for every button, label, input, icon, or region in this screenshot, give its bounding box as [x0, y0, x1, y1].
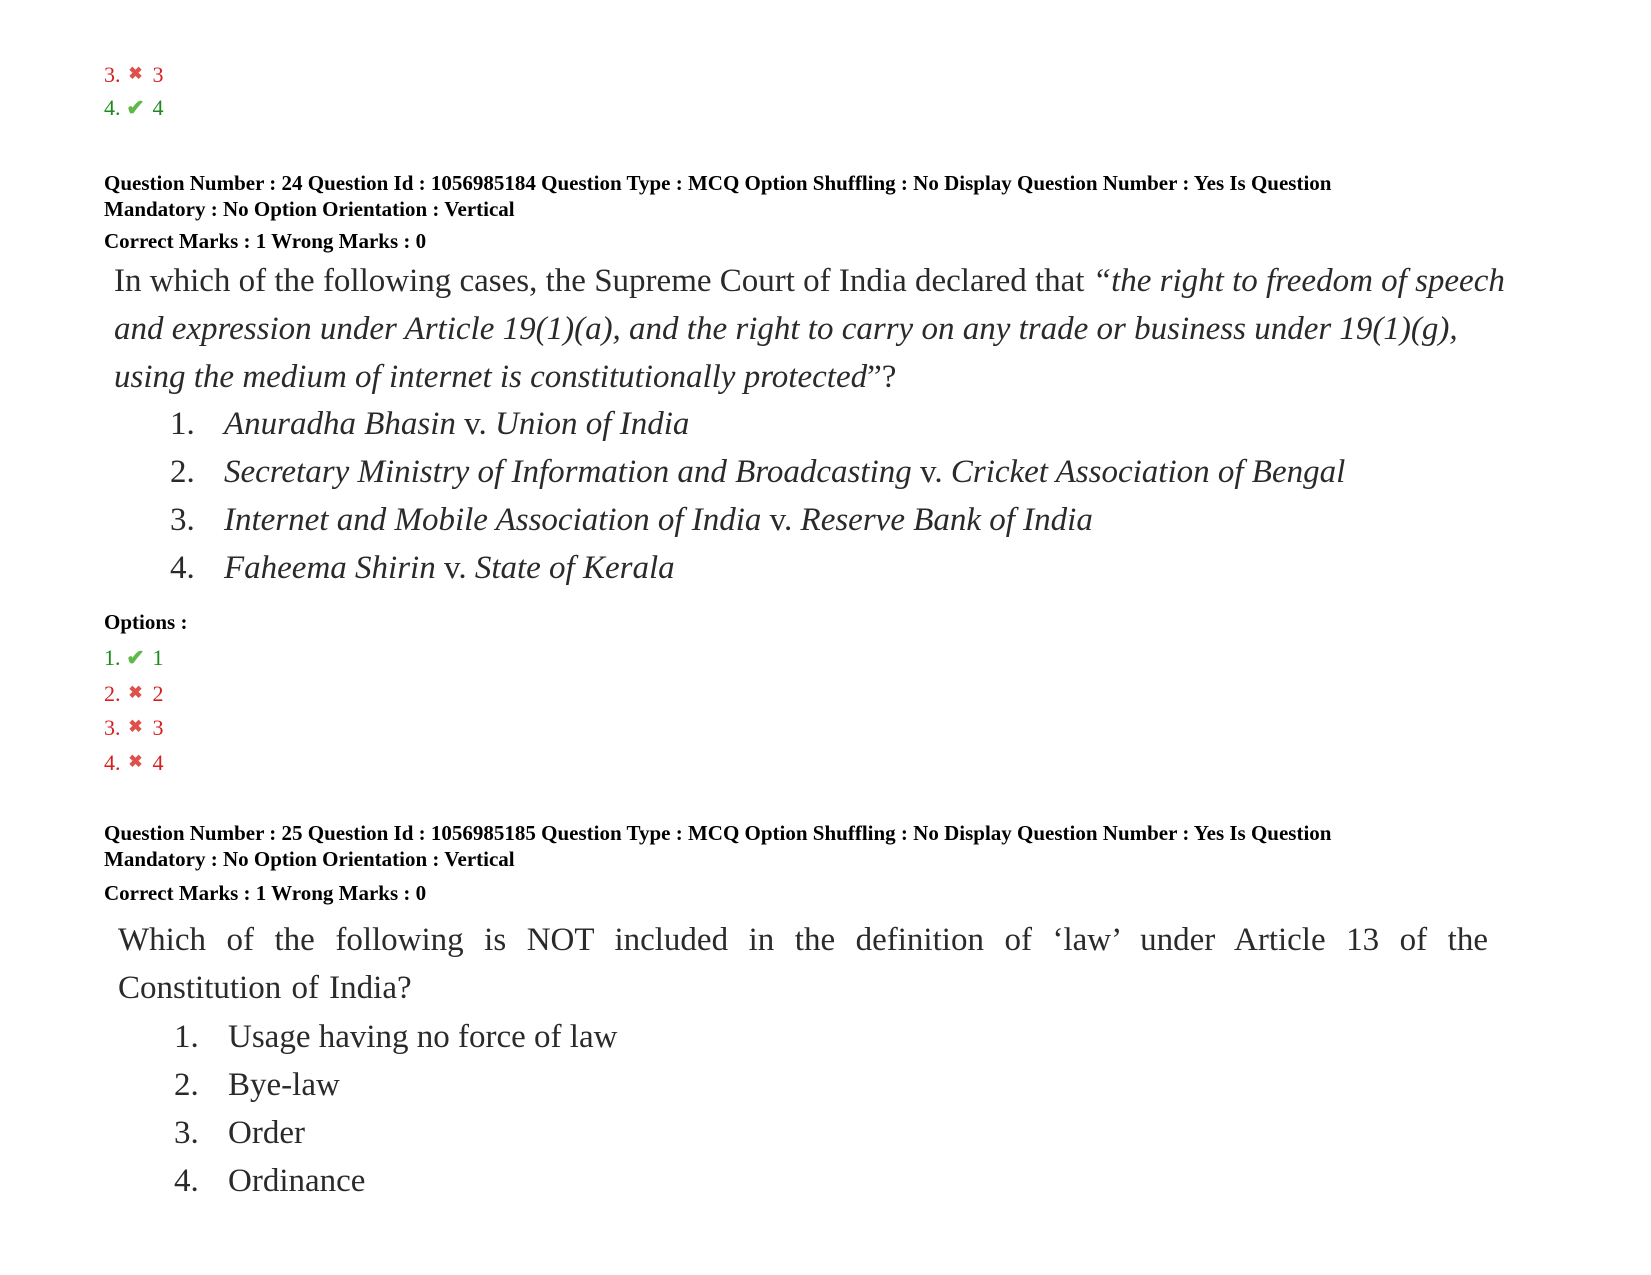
option-number: 1.	[104, 645, 121, 670]
option-value: 3	[152, 62, 164, 87]
cross-icon: ✖	[128, 64, 143, 83]
option-number: 3.	[104, 715, 121, 740]
question-meta-line: Question Number : 25 Question Id : 1056985185 Question Type : MCQ Option Shuffling : No Display Question Number : Yes Is Question	[104, 821, 1332, 845]
question-text-end: ”?	[867, 359, 897, 395]
question-meta	[104, 820, 1524, 872]
choice-versus: v.	[911, 454, 951, 490]
option-row	[104, 680, 164, 707]
choice-row	[174, 1061, 617, 1109]
choice-number: 2.	[174, 1067, 199, 1103]
choice-versus: v.	[761, 502, 801, 538]
choice-number: 3.	[170, 502, 195, 538]
question-text-plain: In which of the following cases, the Supreme Court of India declared that	[114, 263, 1093, 299]
question-meta-line: Mandatory : No Option Orientation : Vertical	[104, 847, 515, 871]
choice-row	[170, 496, 1345, 544]
question-marks: Correct Marks : 1 Wrong Marks : 0	[104, 229, 427, 253]
choice-row	[170, 544, 1345, 592]
choice-party-b: Cricket Association of Bengal	[950, 454, 1346, 490]
choice-row	[170, 400, 1345, 448]
choice-party-b: State of Kerala	[474, 550, 675, 586]
option-value: 1	[152, 645, 164, 670]
option-row	[104, 749, 164, 776]
cross-icon: ✖	[128, 683, 143, 702]
choice-party-a: Anuradha Bhasin	[224, 406, 456, 442]
choice-text: Bye-law	[228, 1067, 340, 1103]
option-number: 4.	[104, 95, 121, 120]
choice-number: 1.	[174, 1019, 199, 1055]
option-value: 4	[152, 750, 164, 775]
option-value: 2	[152, 681, 164, 706]
question-text: Which of the following is NOT included in the definition of ‘law’ under Article 13 of the Constitution of India?	[118, 922, 1488, 1006]
option-number: 4.	[104, 750, 121, 775]
option-row	[104, 714, 164, 741]
cross-icon: ✖	[128, 752, 143, 771]
choice-text: Order	[228, 1115, 305, 1151]
check-icon: ✔	[126, 95, 145, 120]
choice-row	[174, 1109, 617, 1157]
question-choices	[174, 1013, 617, 1205]
question-choices	[170, 400, 1345, 592]
question-meta	[104, 170, 1524, 222]
cross-icon: ✖	[128, 717, 143, 736]
option-number: 3.	[104, 62, 121, 87]
choice-text: Ordinance	[228, 1163, 366, 1199]
question-text-quote: “the right to freedom of speech and expression under Article 19(1)(a), and the right to carry on any trade or business under 19(1)(g), using the medium of internet is constitutionally protected	[114, 263, 1505, 395]
option-number: 2.	[104, 681, 121, 706]
choice-text: Usage having no force of law	[228, 1019, 618, 1055]
choice-versus: v.	[435, 550, 475, 586]
choice-party-a: Faheema Shirin	[224, 550, 436, 586]
question-meta-line: Mandatory : No Option Orientation : Vertical	[104, 197, 515, 221]
choice-number: 3.	[174, 1115, 199, 1151]
choice-party-a: Internet and Mobile Association of India	[224, 502, 762, 538]
option-row	[104, 645, 164, 671]
choice-party-b: Reserve Bank of India	[800, 502, 1093, 538]
choice-number: 4.	[174, 1163, 199, 1199]
choice-number: 2.	[170, 454, 195, 490]
question-text	[114, 257, 1514, 401]
question-meta-line: Question Number : 24 Question Id : 1056985184 Question Type : MCQ Option Shuffling : No Display Question Number : Yes Is Question	[104, 171, 1332, 195]
choice-row	[174, 1157, 617, 1205]
option-value: 3	[152, 715, 164, 740]
choice-row	[174, 1013, 617, 1061]
choice-number: 4.	[170, 550, 195, 586]
option-value: 4	[152, 95, 164, 120]
choice-versus: v.	[455, 406, 496, 442]
option-row	[104, 95, 164, 121]
question-marks: Correct Marks : 1 Wrong Marks : 0	[104, 881, 427, 905]
choice-row	[170, 448, 1345, 496]
options-label: Options :	[104, 610, 188, 634]
choice-party-a: Secretary Ministry of Information and Broadcasting	[224, 454, 912, 490]
choice-number: 1.	[170, 406, 195, 442]
check-icon: ✔	[126, 645, 145, 670]
choice-party-b: Union of India	[495, 406, 690, 442]
option-row	[104, 61, 164, 88]
